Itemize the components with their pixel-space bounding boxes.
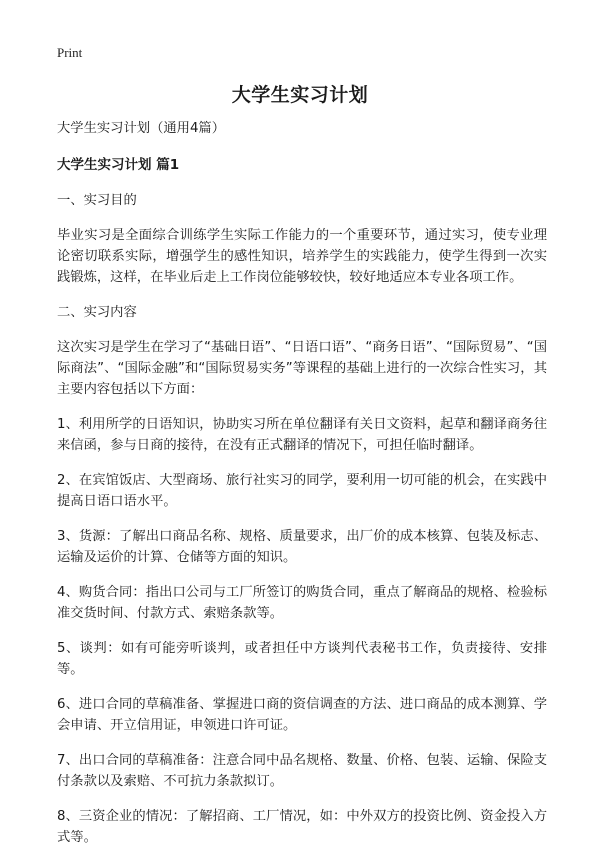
section-heading: 大学生实习计划 篇1 (57, 157, 180, 173)
document-body (57, 118, 547, 862)
content-intro-paragraph: 这次实习是学生在学习了“基础日语”、“日语口语”、“商务日语”、“国际贸易”、“国际商法”、“国际金融”和“国际贸易实务”等课程的基础上进行的一次综合性实习，其主要内容包括以下方面： (57, 340, 547, 397)
list-item: 3、货源：了解出口商品名称、规格、质量要求，出厂价的成本核算、包装及标志、运输及运价的计算、仓储等方面的知识。 (57, 529, 547, 565)
document-subtitle: 大学生实习计划（通用4篇） (57, 121, 226, 136)
print-label: Print (57, 45, 83, 60)
content-heading: 二、实习内容 (57, 305, 137, 320)
list-item: 6、进口合同的草稿准备、掌握进口商的资信调查的方法、进口商品的成本测算、学会申请、开立信用证，申领进口许可证。 (57, 697, 547, 733)
list-item: 7、出口合同的草稿准备：注意合同中品名规格、数量、价格、包装、运输、保险支付条款以及索赔、不可抗力条款拟订。 (57, 753, 547, 789)
list-item: 5、谈判：如有可能旁听谈判，或者担任中方谈判代表秘书工作，负责接待、安排等。 (57, 641, 547, 677)
purpose-heading: 一、实习目的 (57, 193, 137, 208)
list-item: 8、三资企业的情况：了解招商、工厂情况，如：中外双方的投资比例、资金投入方式等。 (57, 809, 547, 845)
list-item: 2、在宾馆饭店、大型商场、旅行社实习的同学，要利用一切可能的机会，在实践中提高日语口语水平。 (57, 473, 547, 509)
list-item: 1、利用所学的日语知识，协助实习所在单位翻译有关日文资料，起草和翻译商务往来信函，参与日商的接待，在没有正式翻译的情况下，可担任临时翻译。 (57, 417, 547, 453)
document-title: 大学生实习计划 (231, 84, 369, 106)
purpose-paragraph: 毕业实习是全面综合训练学生实际工作能力的一个重要环节，通过实习，使专业理论密切联系实际，增强学生的感性知识，培养学生的实践能力，使学生得到一次实践锻炼，这样，在毕业后走上工作岗位能够较快，较好地适应本专业各项工作。 (57, 228, 547, 285)
list-item: 4、购货合同：指出口公司与工厂所签订的购货合同，重点了解商品的规格、检验标准交货时间、付款方式、索赔条款等。 (57, 585, 547, 621)
